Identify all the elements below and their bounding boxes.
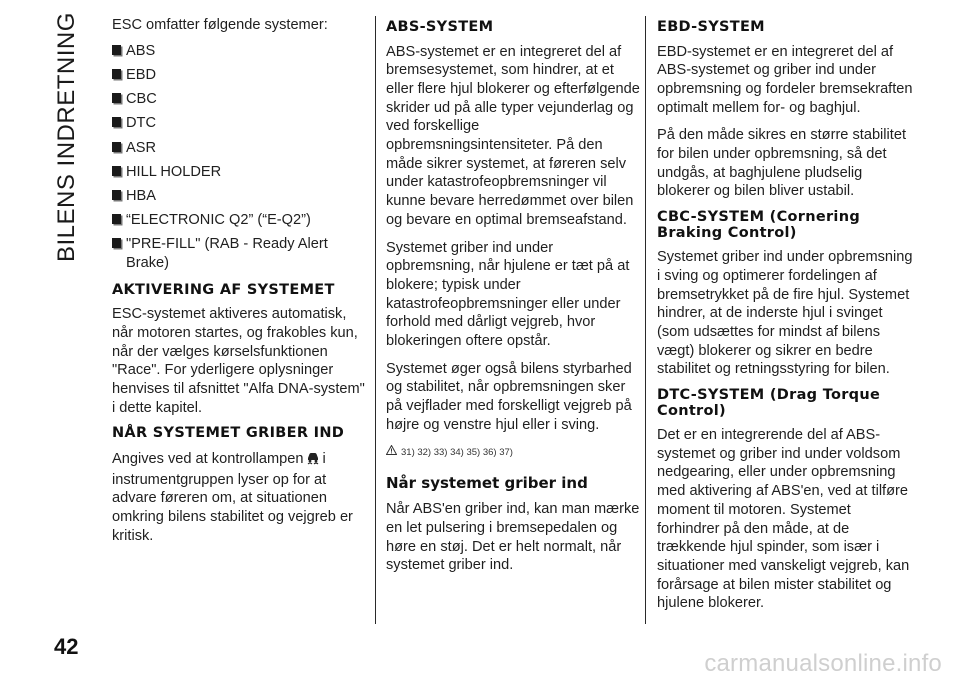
section-heading-intervention: NÅR SYSTEMET GRIBER IND: [112, 425, 345, 442]
subheading-abs-intervention: Når systemet griber ind: [386, 474, 588, 493]
list-item: “ELECTRONIC Q2” (“E-Q2”): [112, 211, 367, 230]
list-item: ASR: [112, 139, 367, 158]
watermark: carmanualsonline.info: [704, 650, 942, 677]
bullet-icon: [112, 238, 121, 248]
list-item: HBA: [112, 187, 367, 206]
section-heading-cbc: CBC-SYSTEM (Cornering Braking Control): [657, 209, 861, 241]
systems-list: [112, 42, 367, 273]
section-heading-ebd: EBD-SYSTEM: [657, 19, 765, 35]
bullet-icon: [112, 166, 121, 176]
section-heading-activation: AKTIVERING AF SYSTEMET: [112, 281, 335, 298]
list-item: DTC: [112, 114, 367, 133]
warning-triangle-icon: [386, 444, 401, 463]
warning-refs-text: 31) 32) 33) 34) 35) 36) 37): [401, 446, 513, 458]
chapter-title-text: BILENS INDRETNING: [53, 12, 80, 262]
ebd-paragraph-2: På den måde sikres en større stabilitet for bilen under opbremsning, så det undgås, at baghjulene pludselig blokerer og bilen bliver ustabil.: [657, 127, 907, 200]
section-heading-dtc: DTC-SYSTEM (Drag Torque Control): [657, 387, 881, 419]
column-divider: [645, 16, 646, 624]
intervention-text: Angives ved at kontrollampen i instrumentgruppen lyser op for at advare føreren om, at situationen omkring bilens stabilitet og vejgreb er kritisk.: [112, 450, 353, 544]
column-1: [112, 16, 367, 554]
systems-intro: ESC omfatter følgende systemer:: [112, 17, 328, 33]
chapter-side-title: [52, 0, 80, 260]
bullet-icon: [112, 142, 121, 152]
list-item: CBC: [112, 90, 367, 109]
list-item: EBD: [112, 66, 367, 85]
abs-paragraph-1: ABS-systemet er en integreret del af bremsesystemet, som hindrer, at et eller flere hjul blokerer og efterfølgende skrider ud på alle typer vejunderlag og ved forskellige opbremsningsintensiteter. På den måde sikrer systemet, at føreren selv under katastrofeopbremsninger vil kunne bevare herredømmet over bilen og bevare en optimal bremseafstand.: [386, 43, 640, 228]
abs-paragraph-2: Systemet griber ind under opbremsning, når hjulene er tæt på at blokere; typisk under katastrofeopbremsninger eller under forhold med dårligt vejgreb, hvor blokeringen oftere opstår.: [386, 239, 630, 350]
bullet-icon: [112, 190, 121, 200]
ebd-paragraph-1: EBD-systemet er en integreret del af ABS-systemet og griber ind under opbremsning og fordeler bremsekraften optimalt mellem for- og baghjul.: [657, 43, 913, 116]
bullet-icon: [112, 69, 121, 79]
bullet-icon: [112, 214, 121, 224]
abs-intervention-text: Når ABS'en griber ind, kan man mærke en let pulsering i bremsepedalen og høre en støj. Det er helt normalt, når systemet griber ind.: [386, 501, 640, 574]
abs-paragraph-3: Systemet øger også bilens styrbarhed og stabilitet, når opbremsningen sker på vejflader med forskelligt vejgreb på højre og venstre hjul eller i sving.: [386, 360, 632, 433]
column-divider: [375, 16, 376, 624]
bullet-icon: [112, 93, 121, 103]
list-item: HILL HOLDER: [112, 163, 367, 182]
warning-references: [386, 444, 641, 463]
column-3: [657, 16, 917, 622]
list-item: "PRE-FILL" (RAB - Ready Alert Brake): [112, 235, 367, 272]
list-item: ABS: [112, 42, 367, 61]
activation-text: ESC-systemet aktiveres automatisk, når motoren startes, og frakobles kun, når der vælges kørselsfunktionen "Race". For yderligere oplysninger henvises til afsnittet "Alfa DNA-system" i dette kapitel.: [112, 306, 365, 416]
dtc-text: Det er en integrerende del af ABS-systemet og griber ind under voldsom nedgearing, eller under opbremsning med aktivering af ABS'en, ved at tilføre moment til motoren. Systemet forhindrer på den måde, at de trækkende hjul spinder, som især i situationer med vanskeligt vejgreb, kan forårsage at bilen mister stabilitet og hjulene blokerer.: [657, 427, 910, 612]
section-heading-abs: ABS-SYSTEM: [386, 19, 494, 35]
bullet-icon: [112, 117, 121, 127]
column-2: [386, 16, 641, 584]
esc-warning-lamp-icon: [305, 449, 321, 471]
page-number: 42: [54, 634, 79, 659]
bullet-icon: [112, 45, 121, 55]
cbc-text: Systemet griber ind under opbremsning i sving og optimerer fordelingen af bremsetrykket på de fire hjul. Systemet hindrer, at de inderste hjul i svinget (som udsættes for mindst af bilens vægt) blokerer og sikrer en bedre stabilitet og retningsstyring for bilen.: [657, 249, 913, 378]
